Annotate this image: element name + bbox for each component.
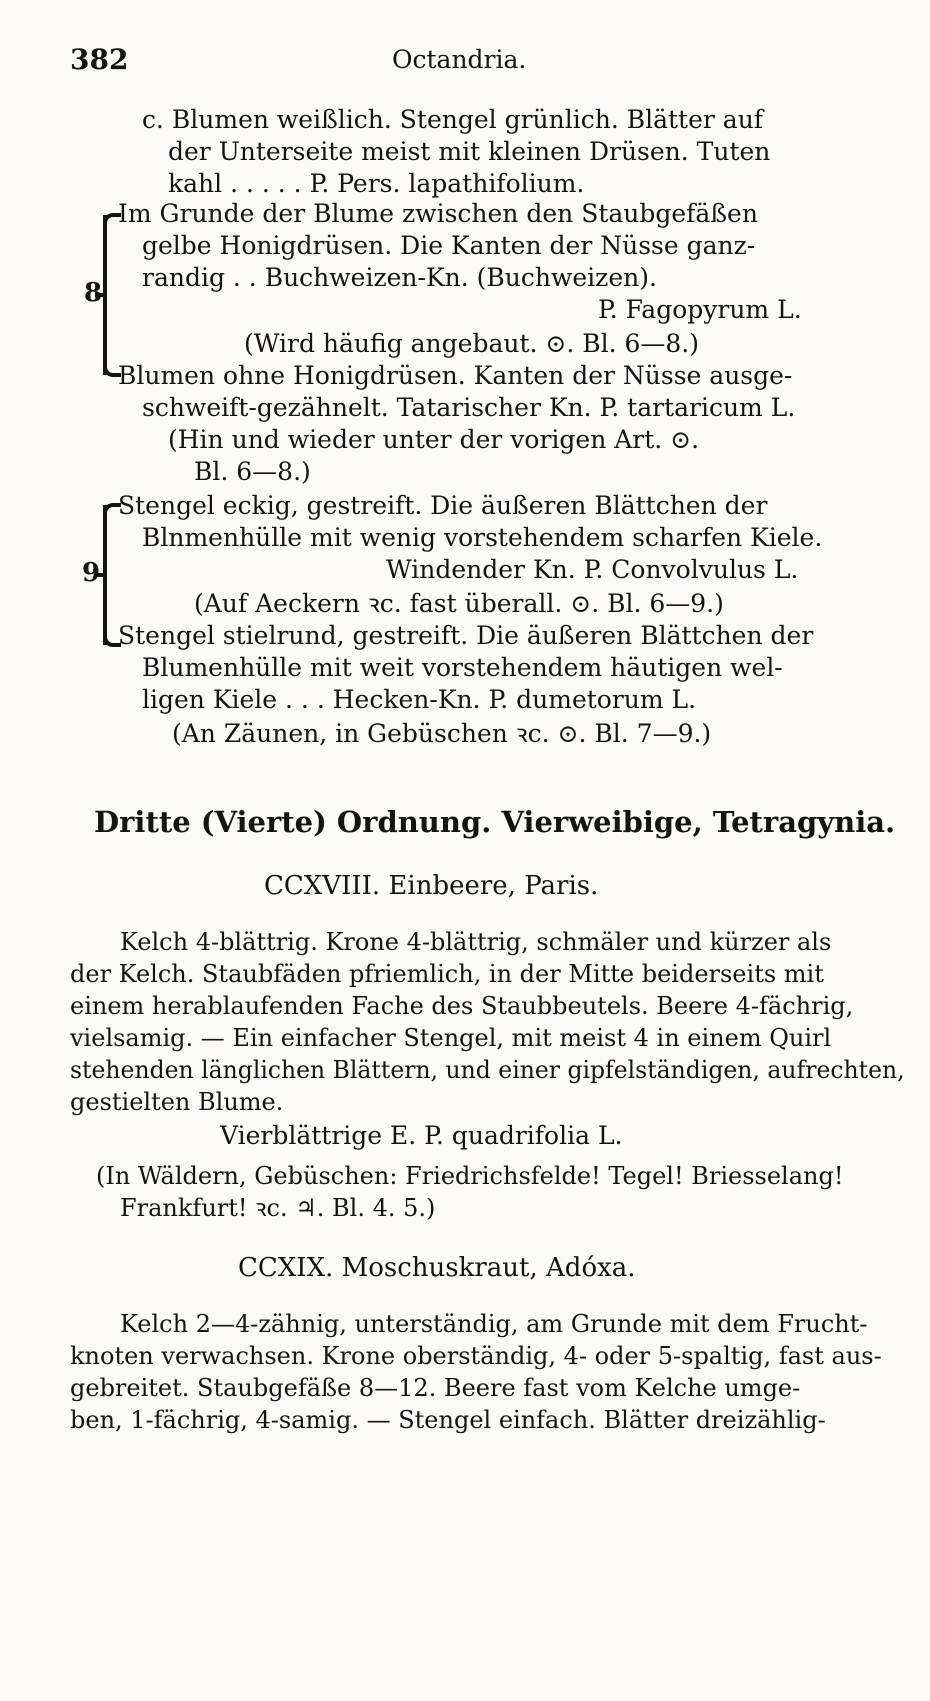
- genus-219-line-4: ben, 1-fächrig, 4-samig. — Stengel einfach. Blätter dreizählig-: [70, 1406, 826, 1434]
- running-title: Octandria.: [392, 45, 527, 74]
- couplet-8-line-5: (Wird häufig angebaut. ⊙. Bl. 6—8.): [244, 329, 700, 358]
- couplet-8-line-6: Blumen ohne Honigdrüsen. Kanten der Nüsse ausge-: [118, 361, 793, 390]
- couplet-9-line-5: Stengel stielrund, gestreift. Die äußeren Blättchen der: [118, 621, 814, 650]
- genus-218-locality-2: Frankfurt! ꝛc. ♃. Bl. 4. 5.): [120, 1194, 436, 1222]
- genus-219-line-3: gebreitet. Staubgefäße 8—12. Beere fast vom Kelche umge-: [70, 1374, 801, 1402]
- genus-218-species: Vierblättrige E. P. quadrifolia L.: [220, 1121, 623, 1150]
- genus-219-line-2: knoten verwachsen. Krone oberständig, 4- oder 5-spaltig, fast aus-: [70, 1342, 882, 1370]
- genus-218-line-6: gestielten Blume.: [70, 1088, 284, 1116]
- genus-218-line-4: vielsamig. — Ein einfacher Stengel, mit meist 4 in einem Quirl: [70, 1024, 832, 1052]
- couplet-9-line-3: Windender Kn. P. Convolvulus L.: [386, 555, 799, 584]
- entry-7c-line-2: der Unterseite meist mit kleinen Drüsen. Tuten: [168, 137, 771, 166]
- couplet-9-line-4: (Auf Aeckern ꝛc. fast überall. ⊙. Bl. 6—9.): [194, 589, 724, 618]
- couplet-8-number: 8: [84, 278, 103, 308]
- couplet-8-line-3: randig . . Buchweizen-Kn. (Buchweizen).: [142, 263, 657, 292]
- couplet-9-line-1: Stengel eckig, gestreift. Die äußeren Blättchen der: [118, 491, 768, 520]
- order-heading: Dritte (Vierte) Ordnung. Vierweibige, Tetragynia.: [94, 805, 896, 839]
- couplet-9-line-2: Blnmenhülle mit wenig vorstehendem scharfen Kiele.: [142, 523, 823, 552]
- couplet-9-line-8: (An Zäunen, in Gebüschen ꝛc. ⊙. Bl. 7—9.): [172, 719, 712, 748]
- genus-218-locality-1: (In Wäldern, Gebüschen: Friedrichsfelde! Tegel! Briesselang!: [96, 1162, 844, 1190]
- genus-218-line-2: der Kelch. Staubfäden pfriemlich, in der Mitte beiderseits mit: [70, 960, 824, 988]
- genus-219-heading: CCXIX. Moschuskraut, Adóxa.: [238, 1253, 636, 1283]
- couplet-8-line-1: Im Grunde der Blume zwischen den Staubgefäßen: [118, 199, 758, 228]
- couplet-8-line-7: schweift-gezähnelt. Tatarischer Kn. P. tartaricum L.: [142, 393, 796, 422]
- entry-7c-line-1: c. Blumen weißlich. Stengel grünlich. Blätter auf: [142, 105, 764, 134]
- couplet-9-number: 9: [82, 558, 101, 588]
- genus-218-line-5: stehenden länglichen Blättern, und einer gipfelständigen, aufrechten,: [70, 1056, 905, 1084]
- page-number: 382: [70, 43, 129, 76]
- couplet-9-line-6: Blumenhülle mit weit vorstehendem häutigen wel-: [142, 653, 783, 682]
- entry-7c-line-3: kahl . . . . . P. Pers. lapathifolium.: [168, 169, 585, 198]
- couplet-9-line-7: ligen Kiele . . . Hecken-Kn. P. dumetorum L.: [142, 685, 697, 714]
- couplet-8-line-2: gelbe Honigdrüsen. Die Kanten der Nüsse ganz-: [142, 231, 756, 260]
- genus-218-heading: CCXVIII. Einbeere, Paris.: [264, 871, 599, 901]
- genus-219-line-1: Kelch 2—4-zähnig, unterständig, am Grunde mit dem Frucht-: [120, 1310, 868, 1338]
- couplet-8-line-4: P. Fagopyrum L.: [598, 295, 802, 324]
- couplet-8-line-9: Bl. 6—8.): [194, 457, 311, 486]
- couplet-8-line-8: (Hin und wieder unter der vorigen Art. ⊙.: [168, 425, 700, 454]
- genus-218-line-1: Kelch 4-blättrig. Krone 4-blättrig, schmäler und kürzer als: [120, 928, 832, 956]
- genus-218-line-3: einem herablaufenden Fache des Staubbeutels. Beere 4-fächrig,: [70, 992, 854, 1020]
